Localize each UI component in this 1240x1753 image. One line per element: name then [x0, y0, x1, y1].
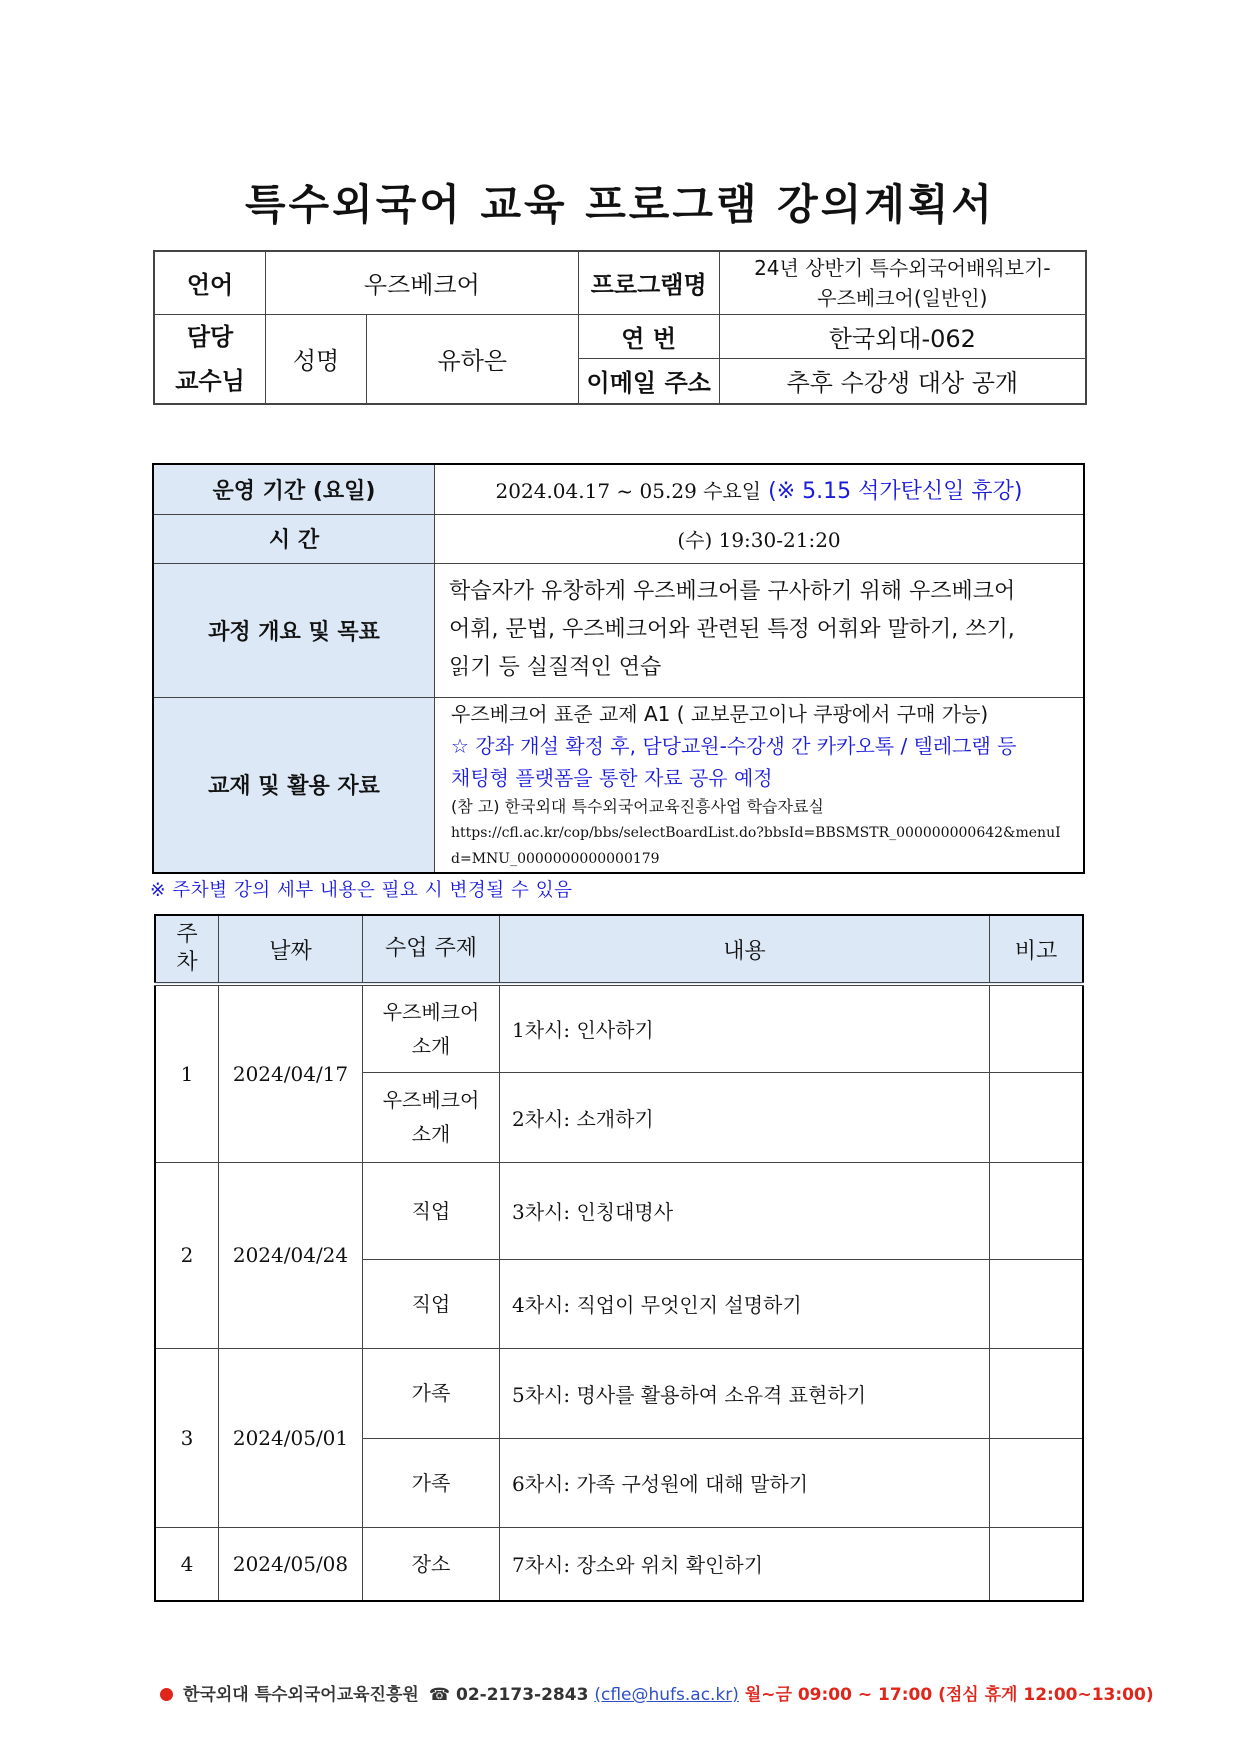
footer [160, 1680, 1154, 1705]
name-value: 유하은 [367, 314, 579, 404]
schedule-table [154, 914, 1084, 1602]
program-value [719, 251, 1086, 314]
session-text: 장소와 위치 확인하기 [570, 1553, 764, 1578]
session-number: 5차시: [512, 1382, 571, 1407]
session-remarks [990, 1438, 1084, 1527]
session-text: 인칭대명사 [570, 1200, 674, 1224]
program-value-line2: 우즈베크어(일반인) [817, 285, 988, 310]
week-date: 2024/05/01 [219, 1348, 363, 1527]
goal-line: 학습자가 유창하게 우즈베크어를 구사하기 위해 우즈베크어 [449, 579, 1016, 604]
header-week-line: 차 [176, 950, 198, 975]
table-row [155, 1348, 1083, 1438]
materials-reference: (참 고) 한국외대 특수외국어교육진흥사업 학습자료실 [451, 796, 824, 816]
period-value: 2024.04.17 ~ 05.29 수요일 [495, 478, 762, 503]
session-content [500, 1072, 990, 1162]
serial-label: 연 번 [578, 314, 719, 359]
table-row [155, 1162, 1083, 1259]
name-label: 성명 [266, 314, 367, 404]
footer-phone: 02-2173-2843 [456, 1685, 589, 1705]
info-table [153, 250, 1087, 405]
week-number: 4 [155, 1527, 219, 1601]
program-label: 프로그램명 [578, 251, 719, 314]
session-topic [363, 1072, 500, 1162]
topic-line: 우즈베크어 [382, 999, 480, 1024]
session-remarks [990, 1072, 1084, 1162]
session-topic: 직업 [363, 1259, 500, 1348]
materials-notice: ☆ 강좌 개설 확정 후, 담당교원-수강생 간 카카오톡 / 텔레그램 등 [451, 733, 1017, 758]
materials-textbook: 우즈베크어 표준 교제 A1 ( 교보문고이나 쿠팡에서 구매 가능) [451, 701, 989, 726]
session-text: 직업이 무엇인지 설명하기 [570, 1293, 802, 1317]
session-remarks [990, 1162, 1084, 1259]
email-label: 이메일 주소 [578, 359, 719, 404]
session-topic: 직업 [363, 1162, 500, 1259]
header-week-line: 주 [176, 922, 198, 947]
session-content [500, 1348, 990, 1438]
header-week [155, 915, 219, 984]
week-date: 2024/04/17 [219, 984, 363, 1162]
session-remarks [990, 984, 1084, 1072]
session-number: 6차시: [512, 1472, 571, 1496]
program-value-line1: 24년 상반기 특수외국어배워보기- [754, 255, 1051, 280]
materials-url[interactable]: d=MNU_0000000000000179 [451, 850, 660, 867]
table-row [155, 1527, 1083, 1601]
session-number: 7차시: [512, 1553, 571, 1578]
session-text: 명사를 활용하여 소유격 표현하기 [570, 1382, 867, 1407]
materials-url[interactable]: https://cfl.ac.kr/cop/bbs/selectBoardList.do?bbsId=BBSMSTR_000000000642&menuI [451, 824, 1061, 841]
session-topic: 장소 [363, 1527, 500, 1601]
session-topic: 가족 [363, 1438, 500, 1527]
session-content [500, 984, 990, 1072]
header-topic: 수업 주제 [363, 915, 500, 984]
header-remarks: 비고 [990, 915, 1084, 984]
session-text: 인사하기 [570, 1018, 654, 1043]
email-value: 추후 수강생 대상 공개 [719, 359, 1086, 404]
week-number: 1 [155, 984, 219, 1162]
time-value: (수) 19:30-21:20 [435, 514, 1085, 563]
footer-org: 한국외대 특수외국어교육진흥원 [183, 1685, 419, 1705]
topic-line: 우즈베크어 [382, 1088, 480, 1112]
change-notice: ※ 주차별 강의 세부 내용은 필요 시 변경될 수 있음 [150, 880, 573, 901]
week-date: 2024/04/24 [219, 1162, 363, 1348]
period-cell [435, 464, 1085, 514]
goal-line: 어휘, 문법, 우즈베크어와 관련된 특정 어휘와 말하기, 쓰기, [449, 617, 1015, 642]
session-remarks [990, 1259, 1084, 1348]
topic-line: 소개 [411, 1033, 451, 1058]
session-content [500, 1259, 990, 1348]
session-number: 3차시: [512, 1200, 571, 1224]
phone-icon: ☎ [428, 1685, 451, 1705]
language-label: 언어 [154, 251, 266, 314]
week-date: 2024/05/08 [219, 1527, 363, 1601]
week-number: 3 [155, 1348, 219, 1527]
bullet-dot [160, 1688, 173, 1701]
materials-value [435, 697, 1085, 873]
goal-label: 과정 개요 및 목표 [153, 563, 435, 697]
session-topic: 가족 [363, 1348, 500, 1438]
session-content [500, 1527, 990, 1601]
session-content [500, 1438, 990, 1527]
language-value: 우즈베크어 [266, 251, 579, 314]
footer-hours: 월~금 09:00 ~ 17:00 (점심 휴게 12:00~13:00) [744, 1685, 1154, 1705]
schedule-header-row [155, 915, 1083, 984]
table-row [155, 984, 1083, 1072]
materials-notice: 채팅형 플랫폼을 통한 자료 공유 예정 [451, 765, 773, 790]
session-topic [363, 984, 500, 1072]
footer-email[interactable]: (cfle@hufs.ac.kr) [594, 1685, 739, 1705]
overview-table [152, 463, 1085, 874]
professor-label-line2: 교수님 [175, 366, 245, 395]
materials-label: 교재 및 활용 자료 [153, 697, 435, 873]
session-remarks [990, 1348, 1084, 1438]
session-text: 가족 구성원에 대해 말하기 [570, 1472, 809, 1496]
session-content [500, 1162, 990, 1259]
topic-line: 소개 [411, 1122, 451, 1146]
professor-label-line1: 담당 [186, 322, 234, 351]
professor-label [154, 314, 266, 404]
week-number: 2 [155, 1162, 219, 1348]
period-label: 운영 기간 (요일) [153, 464, 435, 514]
header-content: 내용 [500, 915, 990, 984]
session-remarks [990, 1527, 1084, 1601]
session-text: 소개하기 [570, 1106, 654, 1131]
time-label: 시 간 [153, 514, 435, 563]
session-number: 1차시: [512, 1018, 571, 1043]
goal-value [435, 563, 1085, 697]
period-note: (※ 5.15 석가탄신일 휴강) [768, 478, 1023, 504]
session-number: 4차시: [512, 1293, 571, 1317]
serial-value: 한국외대-062 [719, 314, 1086, 359]
session-number: 2차시: [512, 1106, 571, 1131]
goal-line: 읽기 등 실질적인 연습 [449, 655, 662, 680]
page-title: 특수외국어 교육 프로그램 강의계획서 [244, 180, 996, 229]
header-date: 날짜 [219, 915, 363, 984]
